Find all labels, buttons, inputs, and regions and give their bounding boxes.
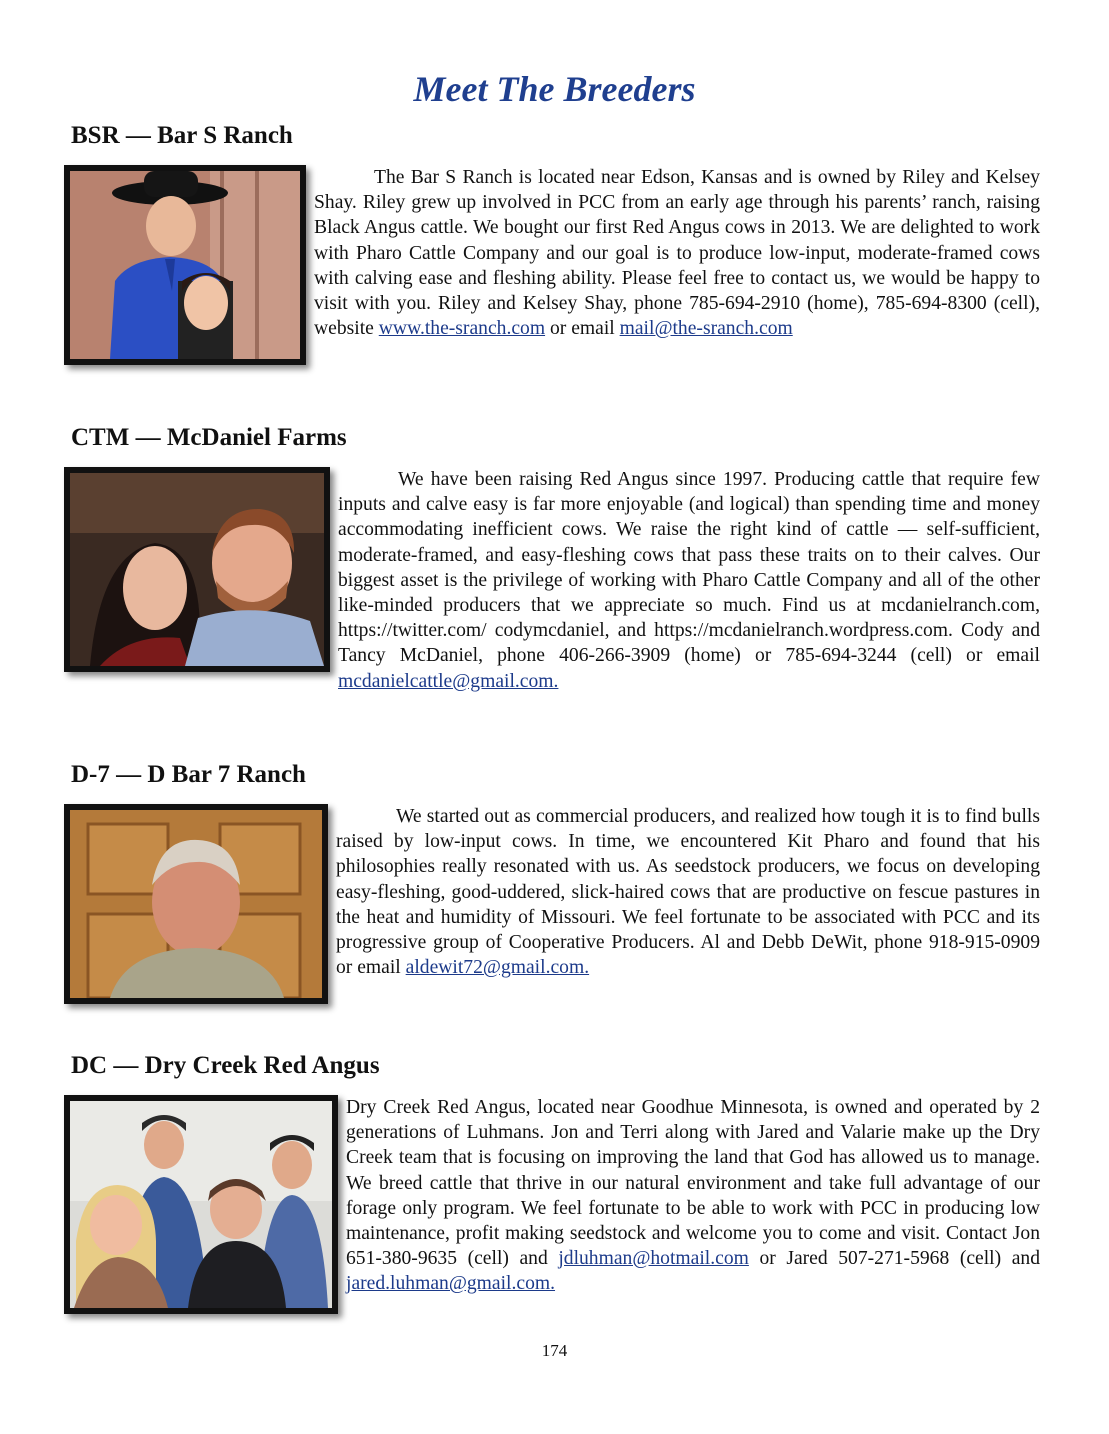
breeder-section-bsr (64, 121, 1040, 369)
breeder-heading: DC — Dry Creek Red Angus (71, 1052, 380, 1079)
man-portrait-photo (64, 804, 328, 1004)
breeder-section-d7 (64, 760, 1040, 1008)
breeder-heading: BSR — Bar S Ranch (71, 122, 293, 149)
breeder-description: We have been raising Red Angus since 1997. Producing cattle that require few inputs and calve easy is far more enjoyable (and logical) than spending time and money accommodating inefficient cows. We raise the right kind of cattle — self-sufficient, moderate-framed, and easy-fleshing cows that pass these traits on to their calves. Our biggest asset is the privilege of working with Pharo Cattle Company and all of the other like-minded producers that we appreciate so much. Find us at mcdanielranch.com, https://twitter.com/ codymcdaniel, and https://mcdanielranch.wordpress.com. Cody and Tancy McDaniel, phone 406-266-3909 (home) or 785-694-3244 (cell) or email (338, 469, 1040, 667)
connector-text: or Jared 507-271-5968 (cell) and (748, 1248, 1040, 1270)
breeder-section-dc (64, 1051, 1040, 1318)
email-link[interactable]: jdluhman@hotmail.com (558, 1248, 749, 1270)
breeder-description: We started out as commercial producers, and realized how tough it is to find bulls raised by low-input cows. In time, we encountered Kit Pharo and found that his philosophies really resonated with us. As seedstock producers, we focus on developing easy-fleshing, good-uddered, slick-haired cows that are productive on fescue pastures in the heat and humidity of Missouri. We feel fortunate to be associated with PCC and its progressive group of Cooperative Producers. Al and Debb DeWit, phone 918-915-0909 or email (336, 806, 1040, 979)
breeder-description: Dry Creek Red Angus, located near Goodhue Minnesota, is owned and operated by 2 generations of Luhmans. Jon and Terri along with Jared and Valarie make up the Dry Creek team that is focusing on improving the land that God has allowed us to manage. We breed cattle that thrive in our natural environment and take full advantage of our forage only program. We feel fortunate to be able to work with PCC in producing low maintenance, profit making seedstock and welcome you to come and visit. Contact Jon 651-380-9635 (cell) and (346, 1097, 1040, 1270)
page-number: 174 (541, 1341, 568, 1360)
breeder-heading: CTM — McDaniel Farms (71, 424, 347, 451)
breeder-heading: D-7 — D Bar 7 Ranch (71, 761, 306, 788)
email-link[interactable]: jared.luhman@gmail.com. (346, 1273, 556, 1295)
connector-text: or email (545, 318, 620, 340)
page-title: Meet The Breeders (413, 69, 696, 109)
man-in-cowboy-hat-with-girl-photo (64, 165, 306, 365)
email-link[interactable]: mail@the-sranch.com (619, 318, 793, 340)
couple-photo (64, 467, 330, 672)
breeder-section-ctm (64, 423, 1040, 694)
family-group-photo (64, 1095, 338, 1314)
breeder-description: The Bar S Ranch is located near Edson, Kansas and is owned by Riley and Kelsey Shay. Riley grew up involved in PCC from an early age through his parents’ ranch, raising Black Angus cattle. We bought our first Red Angus cows in 2013. We are delighted to work with Pharo Cattle Company and our goal is to produce low-input, moderate-framed cows with calving ease and fleshing ability. Please feel free to contact us, we would be happy to visit with you. Riley and Kelsey Shay, phone 785-694-2910 (home), 785-694-8300 (cell), website (314, 167, 1040, 340)
website-link[interactable]: www.the-sranch.com (378, 318, 546, 340)
email-link[interactable]: mcdanielcattle@gmail.com. (338, 670, 559, 692)
email-link[interactable]: aldewit72@gmail.com. (405, 957, 590, 979)
